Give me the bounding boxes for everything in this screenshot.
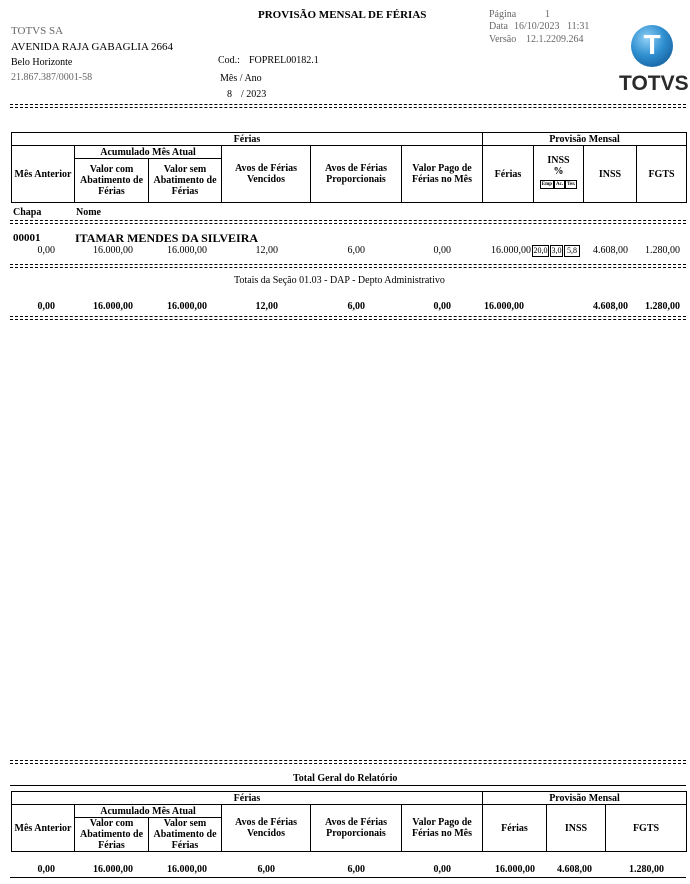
report-date: 16/10/2023 bbox=[514, 21, 560, 32]
emp-valor-com: 16.000,00 bbox=[93, 245, 133, 256]
period-year: / 2023 bbox=[241, 89, 267, 100]
sec-valor-sem: 16.000,00 bbox=[167, 301, 207, 312]
gt-col-valor-pago: Valor Pago de Férias no Mês bbox=[402, 805, 483, 852]
logo-wordmark: TOTVS bbox=[619, 72, 689, 95]
totvs-logo-icon bbox=[631, 25, 673, 67]
sec-valor-com: 16.000,00 bbox=[93, 301, 133, 312]
emp-valor-pago: 0,00 bbox=[433, 245, 451, 256]
gt-avos-vencidos: 6,00 bbox=[257, 864, 275, 875]
ferias-group-header: Férias bbox=[12, 133, 483, 146]
version-label: Versão bbox=[489, 34, 517, 45]
col-ferias: Férias bbox=[483, 146, 534, 203]
report-code-label: Cod.: bbox=[218, 55, 240, 66]
gt-mes-anterior: 0,00 bbox=[37, 864, 55, 875]
gt-provisao-group-header: Provisão Mensal bbox=[483, 792, 687, 805]
period-label: Mês / Ano bbox=[220, 73, 262, 84]
inss-ac-label: Ac. bbox=[556, 182, 564, 187]
emp-fgts: 1.280,00 bbox=[645, 245, 680, 256]
emp-avos-vencidos: 12,00 bbox=[255, 245, 278, 256]
separator bbox=[10, 760, 686, 764]
logo-mark: T bbox=[643, 29, 661, 60]
gt-col-valor-com: Valor com Abatimento de Férias bbox=[75, 818, 149, 852]
date-label: Data bbox=[489, 21, 508, 32]
page-label: Página bbox=[489, 9, 517, 20]
separator bbox=[10, 877, 686, 878]
sec-avos-vencidos: 12,00 bbox=[255, 301, 278, 312]
emp-inss: 4.608,00 bbox=[593, 245, 628, 256]
column-header-table bbox=[11, 132, 687, 203]
gt-col-valor-sem: Valor sem Abatimento de Férias bbox=[149, 818, 222, 852]
gt-avos-proporcionais: 6,00 bbox=[347, 864, 365, 875]
gt-valor-pago: 0,00 bbox=[433, 864, 451, 875]
gt-col-mes-anterior: Mês Anterior bbox=[12, 805, 75, 852]
separator bbox=[10, 104, 686, 108]
gt-col-ferias: Férias bbox=[483, 805, 547, 852]
gt-fgts: 1.280,00 bbox=[629, 864, 664, 875]
gt-col-fgts: FGTS bbox=[606, 805, 687, 852]
col-valor-pago: Valor Pago de Férias no Mês bbox=[402, 146, 483, 203]
col-inss: INSS bbox=[584, 146, 637, 203]
col-avos-proporcionais: Avos de Férias Proporcionais bbox=[311, 146, 402, 203]
grand-total-label: Total Geral do Relatório bbox=[293, 773, 398, 784]
sec-mes-anterior: 0,00 bbox=[37, 301, 55, 312]
col-inss-pct bbox=[534, 146, 584, 203]
separator bbox=[10, 316, 686, 320]
gt-valor-sem: 16.000,00 bbox=[167, 864, 207, 875]
gt-col-avos-proporcionais: Avos de Férias Proporcionais bbox=[311, 805, 402, 852]
col-valor-sem: Valor sem Abatimento de Férias bbox=[149, 159, 222, 203]
emp-avos-proporcionais: 6,00 bbox=[347, 245, 365, 256]
company-cnpj: 21.867.387/0001-58 bbox=[11, 72, 93, 83]
grand-total-header-table bbox=[11, 791, 687, 852]
inss-ter-label: Ter. bbox=[567, 182, 576, 187]
gt-valor-com: 16.000,00 bbox=[93, 864, 133, 875]
inss-emp-label: Emp bbox=[541, 182, 553, 187]
report-time: 11:31 bbox=[567, 21, 590, 32]
report-code: FOPREL00182.1 bbox=[249, 55, 319, 66]
company-address: AVENIDA RAJA GABAGLIA 2664 bbox=[11, 41, 174, 53]
company-city: Belo Horizonte bbox=[11, 57, 73, 68]
chapa-label: Chapa bbox=[13, 207, 42, 218]
provisao-group-header: Provisão Mensal bbox=[483, 133, 687, 146]
col-avos-vencidos: Avos de Férias Vencidos bbox=[222, 146, 311, 203]
section-total-label: Totais da Seção 01.03 - DAP - Depto Administrativo bbox=[234, 275, 445, 286]
emp-inss-ac: 3,0 bbox=[551, 246, 562, 255]
nome-label: Nome bbox=[76, 207, 101, 218]
company-name: TOTVS SA bbox=[11, 25, 64, 37]
emp-valor-sem: 16.000,00 bbox=[167, 245, 207, 256]
col-mes-anterior: Mês Anterior bbox=[12, 146, 75, 203]
emp-inss-ter: 5,8 bbox=[564, 245, 580, 257]
gt-ferias: 16.000,00 bbox=[495, 864, 535, 875]
separator bbox=[10, 785, 686, 786]
version-number: 12.1.2209.264 bbox=[526, 34, 584, 45]
sec-avos-proporcionais: 6,00 bbox=[347, 301, 365, 312]
gt-col-inss: INSS bbox=[547, 805, 606, 852]
gt-ferias-group-header: Férias bbox=[12, 792, 483, 805]
sec-inss: 4.608,00 bbox=[593, 301, 628, 312]
emp-inss-emp: 20,0 bbox=[533, 246, 548, 255]
col-valor-com: Valor com Abatimento de Férias bbox=[75, 159, 149, 203]
employee-name: ITAMAR MENDES DA SILVEIRA bbox=[75, 231, 259, 245]
sec-valor-pago: 0,00 bbox=[433, 301, 451, 312]
page-number: 1 bbox=[545, 9, 550, 20]
emp-mes-anterior: 0,00 bbox=[37, 245, 55, 256]
report-title: PROVISÃO MENSAL DE FÉRIAS bbox=[258, 9, 427, 21]
acumulado-group-header: Acumulado Mês Atual bbox=[75, 146, 222, 159]
inss-pct-label: INSS % bbox=[547, 155, 570, 177]
sec-fgts: 1.280,00 bbox=[645, 301, 680, 312]
employee-chapa: 00001 bbox=[13, 232, 41, 244]
sec-ferias: 16.000,00 bbox=[484, 301, 524, 312]
emp-ferias: 16.000,00 bbox=[491, 245, 531, 256]
gt-inss: 4.608,00 bbox=[557, 864, 592, 875]
col-fgts: FGTS bbox=[637, 146, 687, 203]
separator bbox=[10, 220, 686, 224]
gt-col-avos-vencidos: Avos de Férias Vencidos bbox=[222, 805, 311, 852]
gt-acumulado-group-header: Acumulado Mês Atual bbox=[75, 805, 222, 818]
period-month: 8 bbox=[227, 89, 232, 100]
separator bbox=[10, 264, 686, 268]
